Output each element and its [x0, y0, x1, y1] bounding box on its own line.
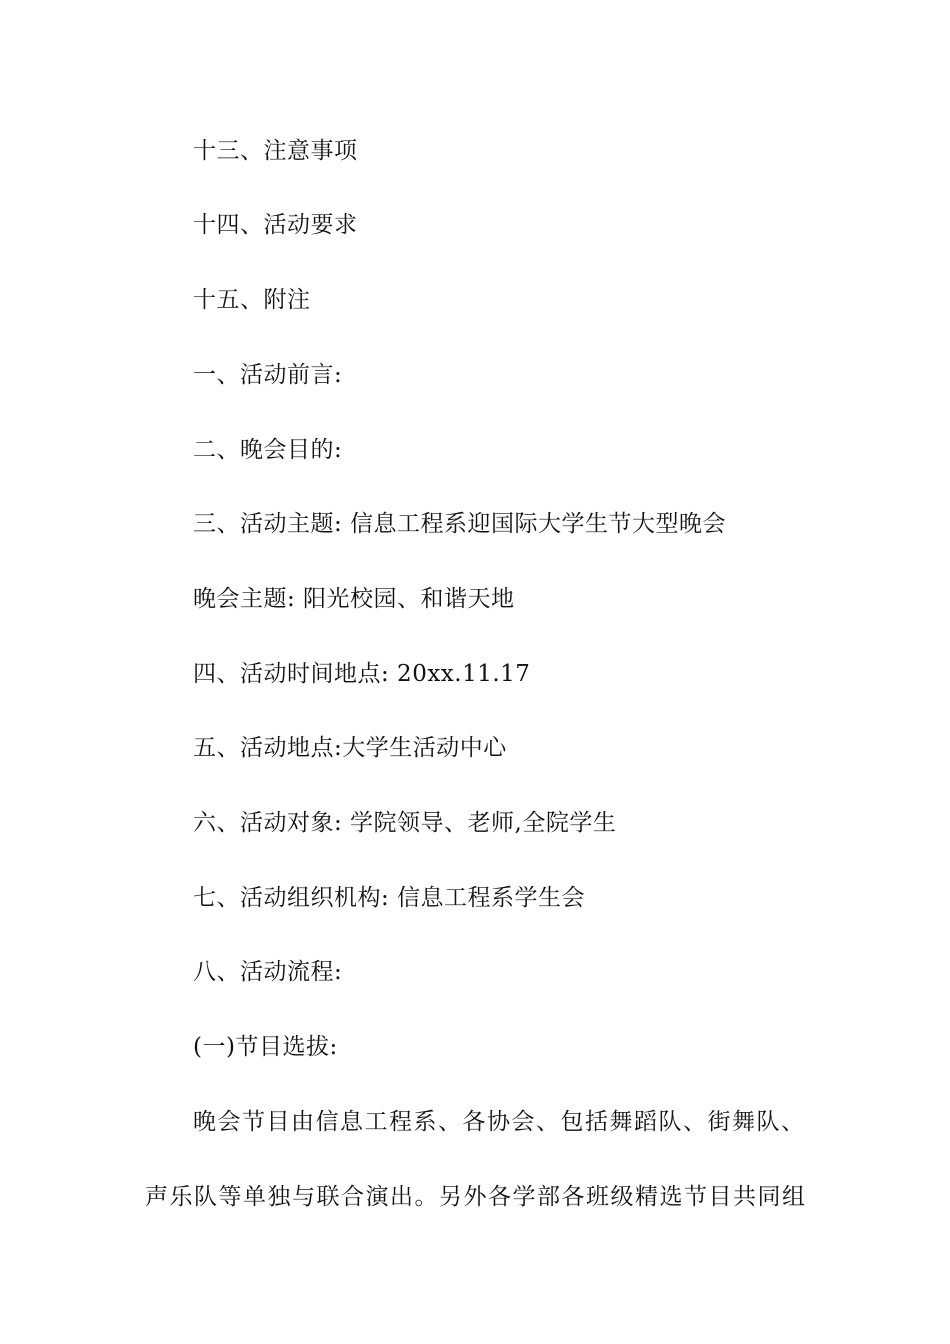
heading-6-audience: 六、活动对象: 学院领导、老师,全院学生 — [193, 810, 617, 836]
paragraph-line-1: 晚会节目由信息工程系、各协会、包括舞蹈队、街舞队、 — [193, 1109, 806, 1135]
heading-8-process: 八、活动流程: — [193, 959, 343, 985]
heading-15-appendix: 十五、附注 — [193, 287, 311, 313]
heading-5-location: 五、活动地点:大学生活动中心 — [193, 735, 507, 761]
heading-14-requirements: 十四、活动要求 — [193, 212, 358, 238]
subheading-program-selection: (一)节目选拔: — [193, 1034, 338, 1060]
heading-3-theme: 三、活动主题: 信息工程系迎国际大学生节大型晚会 — [193, 511, 727, 537]
heading-7-organizer: 七、活动组织机构: 信息工程系学生会 — [193, 885, 586, 911]
heading-2-purpose: 二、晚会目的: — [193, 437, 343, 463]
gala-theme: 晚会主题: 阳光校园、和谐天地 — [193, 586, 515, 612]
paragraph-line-2: 声乐队等单独与联合演出。另外各学部各班级精选节目共同组 — [145, 1184, 807, 1210]
heading-4-time: 四、活动时间地点: 20xx.11.17 — [193, 661, 531, 687]
heading-1-preface: 一、活动前言: — [193, 362, 343, 388]
heading-13-notes: 十三、注意事项 — [193, 138, 358, 164]
